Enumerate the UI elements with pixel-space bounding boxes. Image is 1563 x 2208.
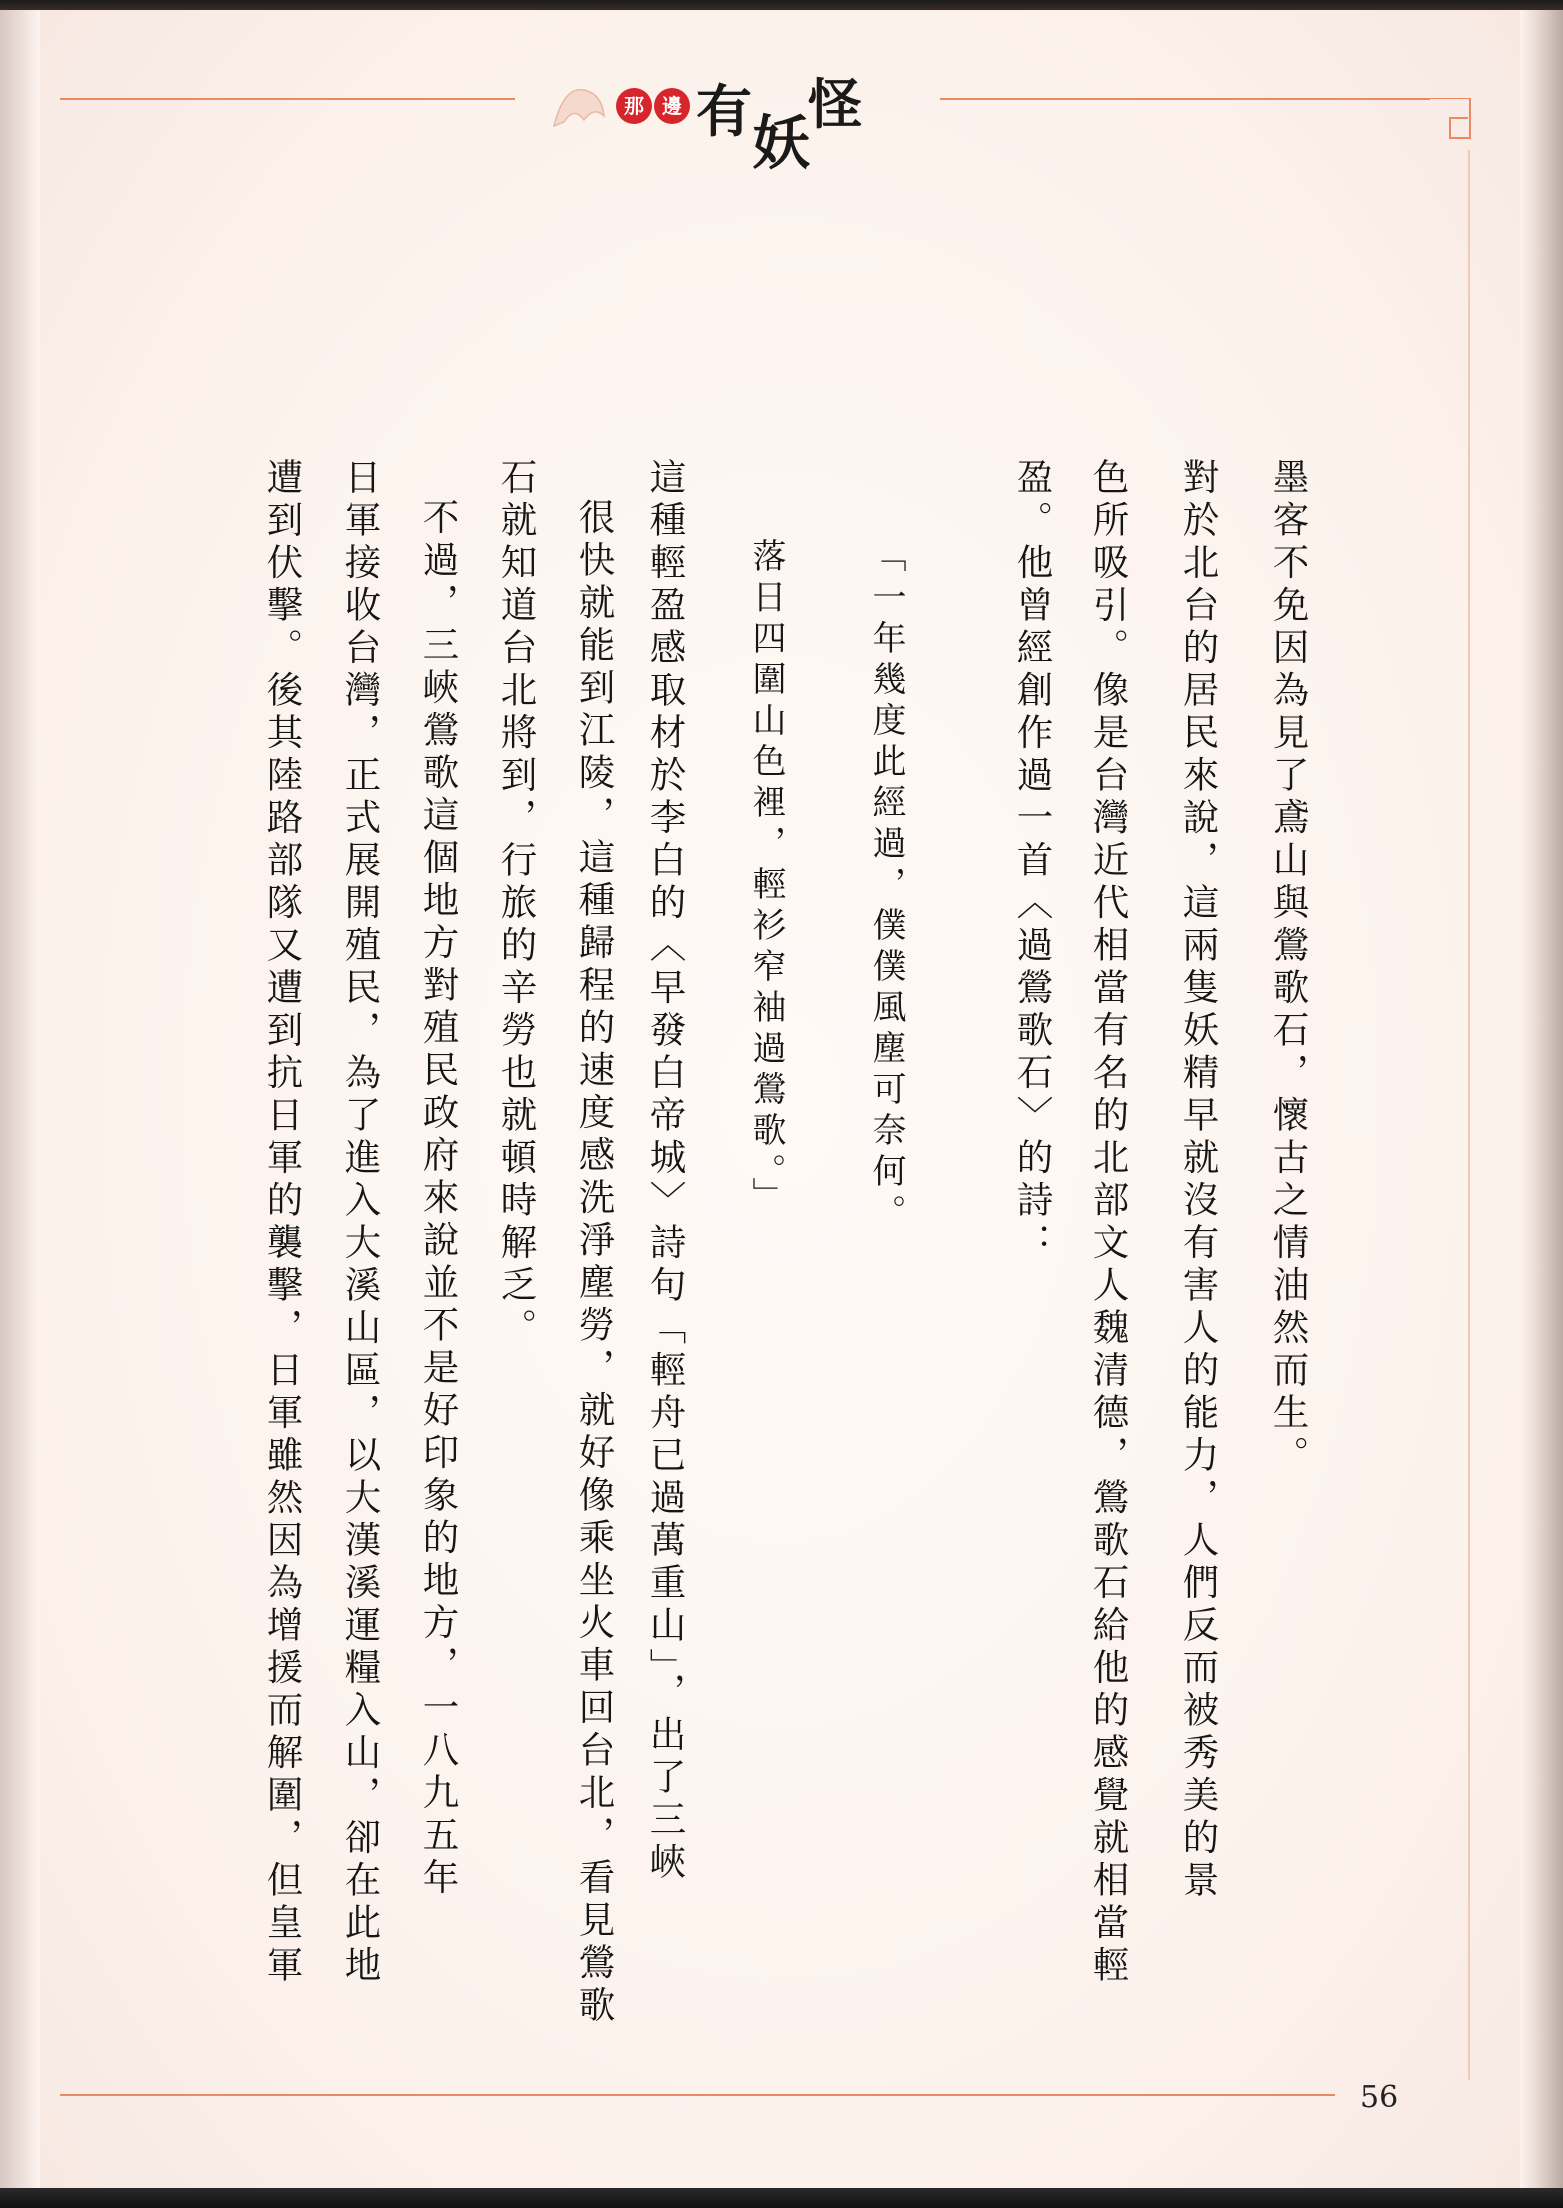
- body-line-8: 很快就能到江陵，這種歸程的速度感洗淨塵勞，就好像乘坐火車回台北，看見鶯歌: [573, 498, 616, 2028]
- body-line-11: 日軍接收台灣，正式展開殖民，為了進入大溪山區，以大漢溪運糧入山，卻在此地: [339, 458, 382, 1988]
- header-title-char-3: 怪: [808, 73, 862, 136]
- poem-line-2: 落日四圍山色裡，輕衫窄袖過鶯歌。」: [746, 538, 786, 1218]
- body-line-2: 對於北台的居民來說，這兩隻妖精早就沒有害人的能力，人們反而被秀美的景: [1177, 458, 1220, 1903]
- page-number: 56: [1360, 2080, 1399, 2115]
- header-badge-2: 邊: [654, 88, 690, 124]
- body-line-7: 這種輕盈感取材於李白的〈早發白帝城〉詩句「輕舟已過萬重山」，出了三峽: [644, 458, 687, 1885]
- header-rule-right: [940, 98, 1430, 100]
- running-header: [530, 58, 930, 177]
- body-line-9: 石就知道台北將到，行旅的辛勞也就頓時解乏。: [495, 458, 538, 1351]
- body-line-12: 遭到伏擊。後其陸路部隊又遭到抗日軍的襲擊，日軍雖然因為增援而解圍，但皇軍: [261, 458, 304, 1988]
- binding-shadow: [0, 10, 40, 2188]
- corner-ornament-icon: [1420, 98, 1490, 208]
- header-title-char-1: 有: [696, 80, 752, 145]
- scan-top-edge: [0, 0, 1563, 10]
- poem-line-1: 「一年幾度此經過，僕僕風塵可奈何。: [866, 538, 906, 1235]
- body-line-4: 盈。他曾經創作過一首〈過鶯歌石〉的詩：: [1011, 458, 1054, 1266]
- header-badge-1: 那: [616, 88, 652, 124]
- body-line-1: 墨客不免因為見了鳶山與鶯歌石，懷古之情油然而生。: [1267, 458, 1310, 1478]
- scan-bottom-edge: [0, 2188, 1563, 2208]
- header-rule-left: [60, 98, 515, 100]
- ghost-emblem-icon: [544, 76, 614, 136]
- body-line-10: 不過，三峽鶯歌這個地方對殖民政府來說並不是好印象的地方，一八九五年: [417, 498, 460, 1901]
- body-line-3: 色所吸引。像是台灣近代相當有名的北部文人魏清德，鶯歌石給他的感覺就相當輕: [1087, 458, 1130, 1988]
- footer-rule: [60, 2094, 1335, 2096]
- page-edge: [1520, 10, 1563, 2188]
- right-margin-rule: [1468, 150, 1470, 2080]
- header-title-char-2: 妖: [752, 109, 811, 177]
